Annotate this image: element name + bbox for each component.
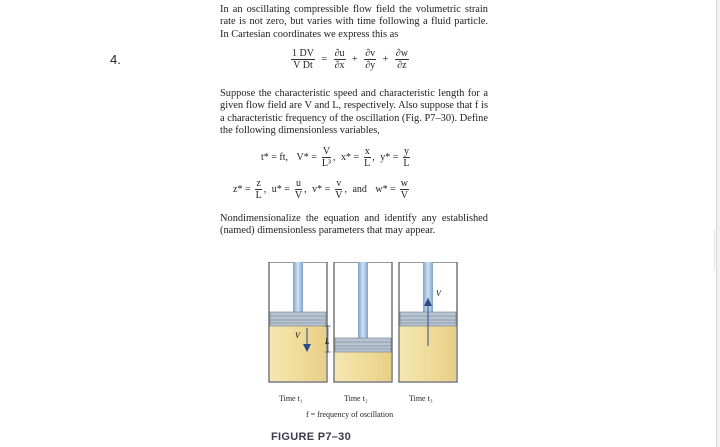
eq2-yden: L xyxy=(403,158,410,169)
equation-dimensionless-1: t* = ft, V* = $\frac{V}{\text{L³}}$ , x* = $\frac{x}{L}$ , y* = $\frac{y}{L}$ xyxy=(261,146,410,169)
eq3-vden: V xyxy=(335,190,343,201)
intro-paragraph: In an oscillating compressible flow field the volumetric strain rate is not zero, but varies with time following a fluid particle. In Cartesian coordinates we express this as xyxy=(220,4,488,40)
caption-time1: Time t₁ xyxy=(279,394,303,403)
eq2-vnum: V xyxy=(322,146,331,157)
caption-frequency: f = frequency of oscillation xyxy=(306,410,394,419)
eq1-t3-den: ∂z xyxy=(397,60,407,71)
eq2-xnum: x xyxy=(364,146,370,157)
cylinder1-rod xyxy=(293,262,303,312)
figure-title: FIGURE P7–30 xyxy=(271,431,352,443)
eq2-t: t* = ft, xyxy=(261,152,289,163)
task-paragraph: Nondimensionalize the equation and identify any established (named) dimensionless parameters that may appear. xyxy=(220,213,488,237)
eq1-t2-den: ∂y xyxy=(365,60,376,71)
cylinder-time2 xyxy=(334,262,392,382)
equation-dimensionless-2: z* = $\frac{z}{L}$ , u* = $\frac{u}{V}$ , v* = $\frac{v}{V}$ , and w* = $\frac{w}{V}$ xyxy=(233,178,408,201)
cylinder2-fluid xyxy=(335,352,391,381)
eq3-vstar: v* = xyxy=(312,184,331,195)
label-l: L xyxy=(325,337,330,346)
eq3-zstar: z* = xyxy=(233,184,251,195)
eq3-vnum: v xyxy=(336,178,342,189)
cylinder-time1 xyxy=(269,262,327,382)
caption-time2: Time t₂ xyxy=(344,394,368,403)
eq2-ynum: y xyxy=(403,146,409,157)
eq2-vstar: V* = xyxy=(296,152,317,163)
equation-strain-rate: $\frac{1 DV}{\text{V Dt}}$ = $\frac{\partial u}{\partial x}$ + $\frac{\partial v}{\partial y}$ + $\frac{\partial w}{\partial z}$ xyxy=(292,48,408,71)
eq3-wnum: w xyxy=(400,178,408,189)
label-v1: V xyxy=(295,331,300,340)
cylinder2-rod xyxy=(358,262,368,338)
eq3-wstar: w* = xyxy=(375,184,396,195)
eq2-ystar: y* = xyxy=(380,152,399,163)
eq3-wden: V xyxy=(400,190,408,201)
window-edge xyxy=(716,0,720,447)
eq1-t3-num: ∂w xyxy=(395,48,408,59)
eq2-xden: L xyxy=(364,158,371,169)
problem-number: 4. xyxy=(110,52,121,67)
label-v3: V xyxy=(436,289,441,298)
eq3-ustar: u* = xyxy=(271,184,290,195)
eq3-zden: L xyxy=(255,190,262,201)
suppose-paragraph: Suppose the characteristic speed and characteristic length for a given flow field are V and L, respectively. Also suppose that f is a characteristic frequency of the oscillation (Fig. P7–30). Define the following dimensionless variables, xyxy=(220,88,488,137)
eq1-t1-num: ∂u xyxy=(334,48,345,59)
eq1-lhs-den: V Dt xyxy=(293,60,313,71)
eq1-t2-num: ∂v xyxy=(365,48,376,59)
eq1-lhs-num: 1 DV xyxy=(292,48,314,59)
eq2-xstar: x* = xyxy=(341,152,360,163)
eq3-and: and xyxy=(352,184,367,195)
eq2-vden: L³ xyxy=(321,158,332,169)
piston-figure xyxy=(255,262,470,412)
caption-time3: Time t₃ xyxy=(409,394,433,403)
cylinder-time3 xyxy=(399,262,457,382)
eq1-t1-den: ∂x xyxy=(334,60,345,71)
page-shadow xyxy=(700,230,715,270)
cylinder1-piston xyxy=(270,312,326,326)
eq3-unum: u xyxy=(295,178,301,189)
eq3-znum: z xyxy=(256,178,261,189)
eq3-uden: V xyxy=(294,190,303,201)
cylinder2-piston xyxy=(335,338,391,352)
